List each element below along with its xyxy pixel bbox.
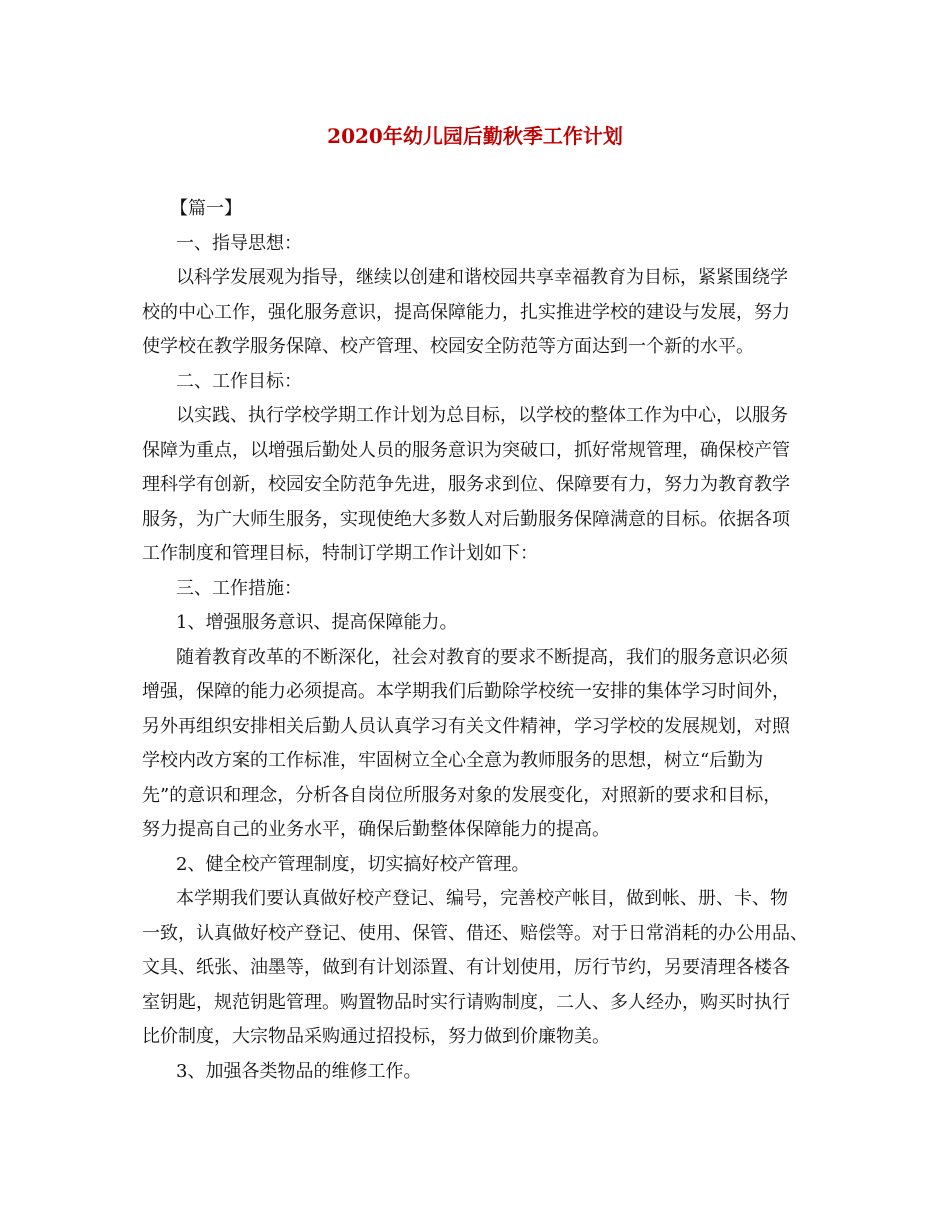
paragraph-line: 三、工作措施： xyxy=(176,577,302,599)
paragraph-line: 以科学发展观为指导，继续以创建和谐校园共享幸福教育为目标，紧紧围绕学 xyxy=(176,267,788,288)
paragraph-line: 3、加强各类物品的维修工作。 xyxy=(176,1060,422,1082)
paragraph-line: 保障为重点，以增强后勤处人员的服务意识为突破口，抓好常规管理，确保校产管 xyxy=(142,439,790,461)
paragraph-line: 先”的意识和理念，分析各自岗位所服务对象的发展变化，对照新的要求和目标， xyxy=(142,784,782,806)
paragraph-line: 一、指导思想： xyxy=(176,232,302,254)
paragraph-line: 随着教育改革的不断深化，社会对教育的要求不断提高，我们的服务意识必须 xyxy=(176,646,788,668)
paragraph-line: 文具、纸张、油墨等，做到有计划添置、有计划使用，厉行节约，另要清理各楼各 xyxy=(142,957,790,978)
paragraph-line: 服务，为广大师生服务，实现使绝大多数人对后勤服务保障满意的目标。依据各项 xyxy=(142,508,790,530)
document-title: 2020年幼儿园后勤秋季工作计划 xyxy=(327,124,623,148)
paragraph-line: 学校内改方案的工作标准，牢固树立全心全意为教师服务的思想，树立“后勤为 xyxy=(142,750,764,771)
document-body xyxy=(142,192,822,1089)
paragraph-line: 工作制度和管理目标，特制订学期工作计划如下： xyxy=(142,543,538,564)
paragraph-line: 校的中心工作，强化服务意识，提高保障能力，扎实推进学校的建设与发展，努力 xyxy=(142,301,790,323)
paragraph-line: 比价制度，大宗物品采购通过招投标，努力做到价廉物美。 xyxy=(142,1026,610,1047)
paragraph-line: 1、增强服务意识、提高保障能力。 xyxy=(176,612,458,633)
paragraph-line: 以实践、执行学校学期工作计划为总目标，以学校的整体工作为中心，以服务 xyxy=(176,405,788,426)
paragraph-line: 本学期我们要认真做好校产登记、编号，完善校产帐目，做到帐、册、卡、物 xyxy=(176,888,788,909)
paragraph-line: 二、工作目标： xyxy=(176,370,302,392)
paragraph-line: 另外再组织安排相关后勤人员认真学习有关文件精神，学习学校的发展规划，对照 xyxy=(142,715,790,737)
paragraph-line: 2、健全校产管理制度，切实搞好校产管理。 xyxy=(176,853,530,875)
paragraph-line: 室钥匙，规范钥匙管理。购置物品时实行请购制度，二人、多人经办，购买时执行 xyxy=(142,991,790,1013)
paragraph-line: 努力提高自己的业务水平，确保后勤整体保障能力的提高。 xyxy=(142,819,610,840)
paragraph-line: 理科学有创新，校园安全防范争先进，服务求到位、保障要有力，努力为教育教学 xyxy=(142,474,790,495)
section-heading: 【篇一】 xyxy=(170,198,242,219)
paragraph-line: 增强，保障的能力必须提高。本学期我们后勤除学校统一安排的集体学习时间外， xyxy=(142,681,790,702)
paragraph-line: 一致，认真做好校产登记、使用、保管、借还、赔偿等。对于日常消耗的办公用品、 xyxy=(142,922,808,944)
paragraph-line: 使学校在教学服务保障、校产管理、校园安全防范等方面达到一个新的水平。 xyxy=(142,336,754,357)
